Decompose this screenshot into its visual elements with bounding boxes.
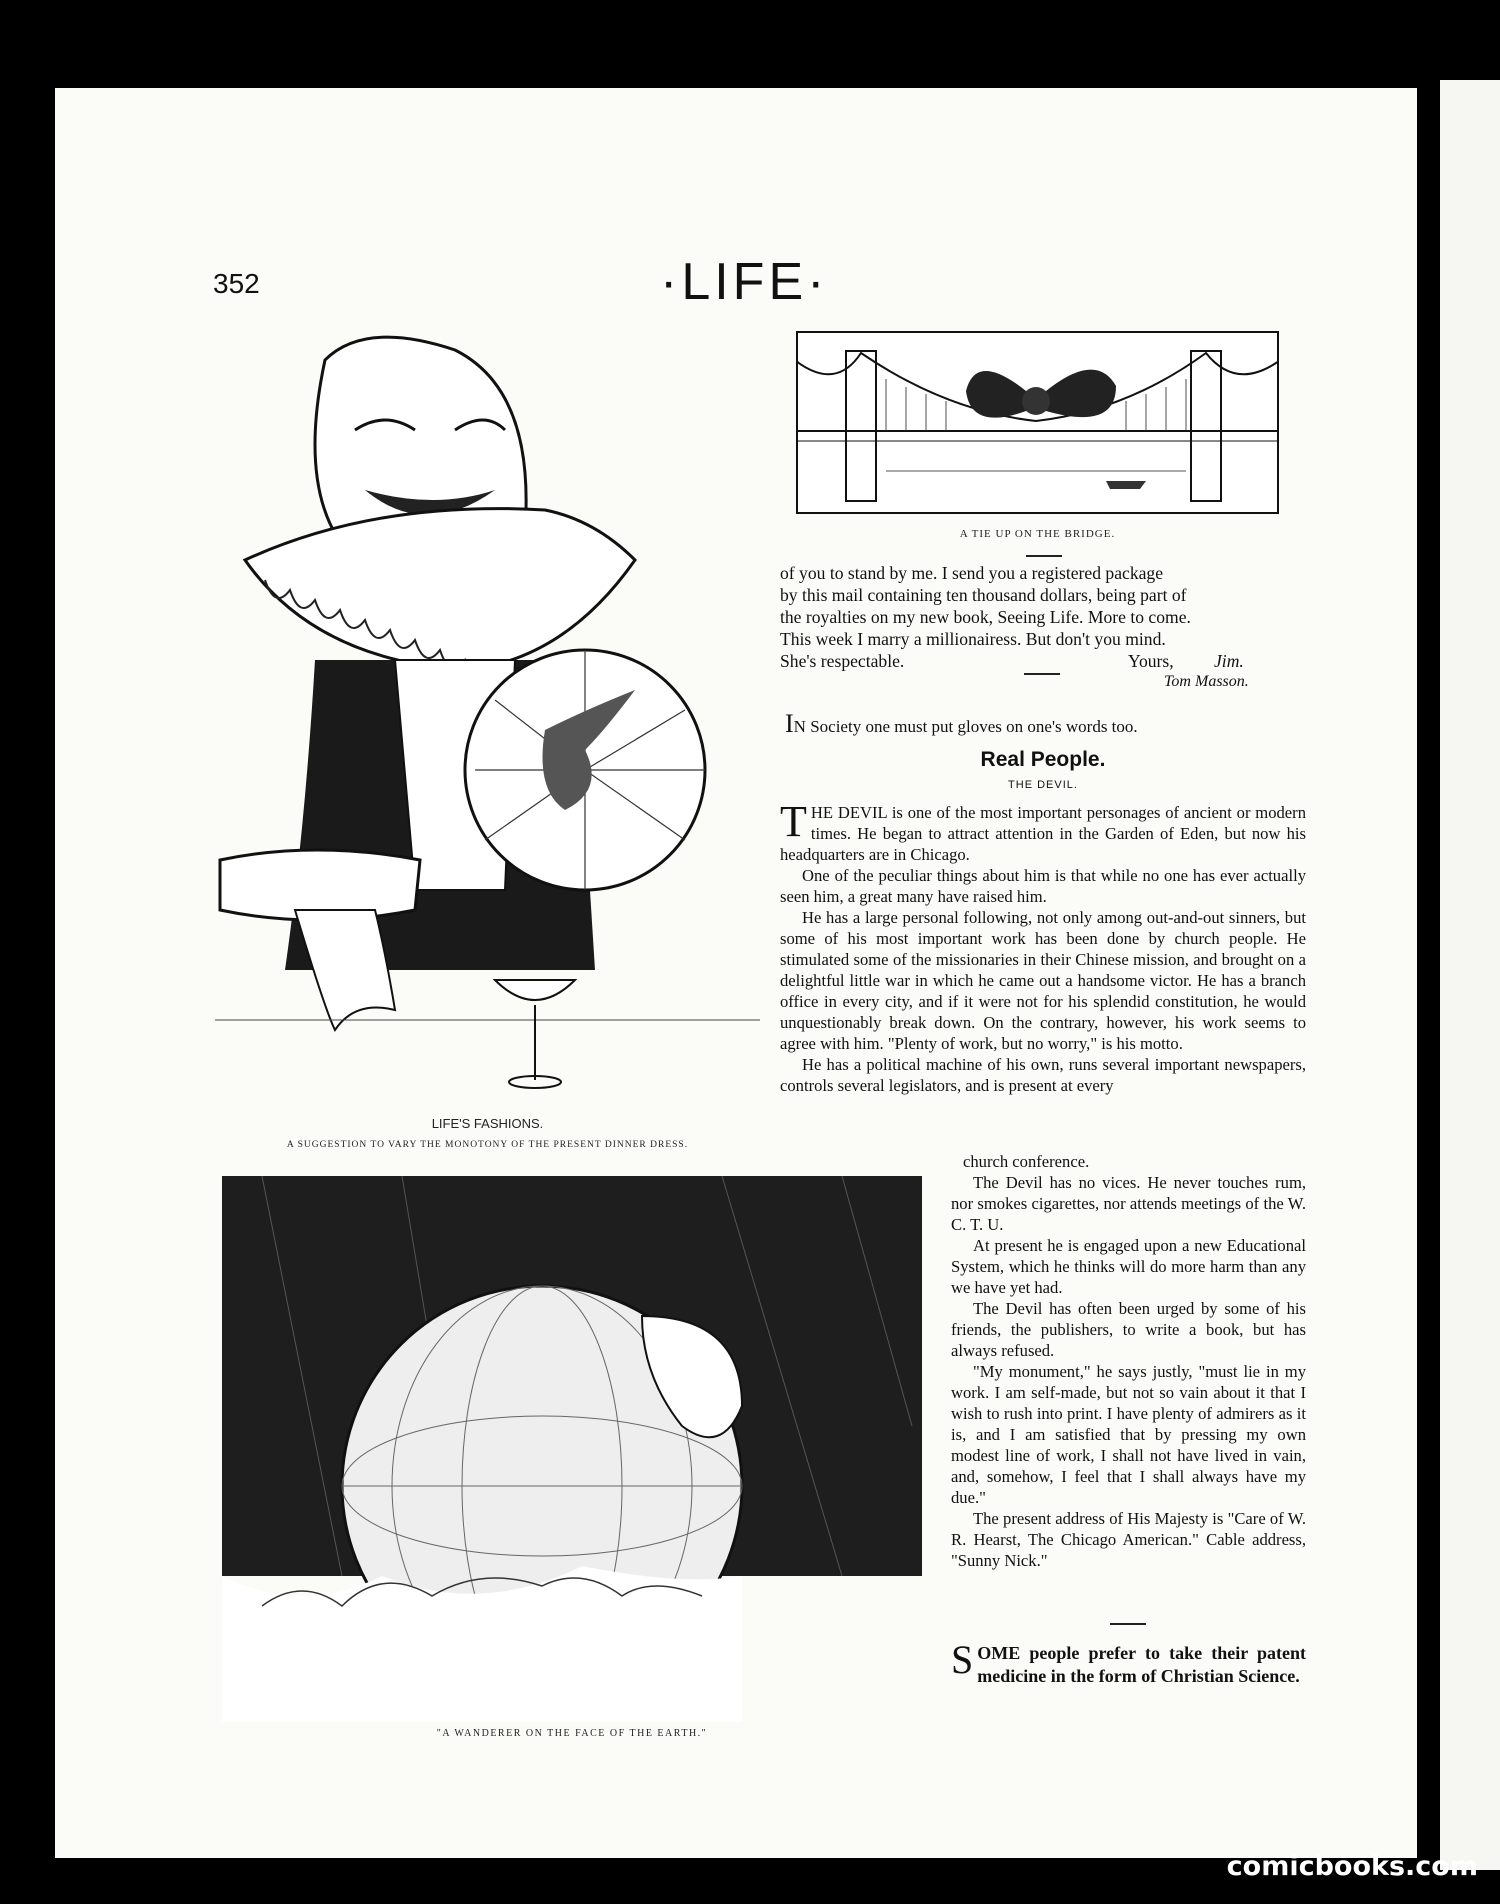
globe-illustration xyxy=(222,1176,922,1722)
society-note xyxy=(785,709,1305,739)
fashion-illustration xyxy=(215,330,760,1100)
article-paragraph: The Devil has often been urged by some of his friends, the publishers, to write a book, but has always refused. xyxy=(951,1299,1306,1360)
article-paragraph: He has a large personal following, not only among out-and-out sinners, but some of his most important work has been done by church people. He stimulated some of the missionaries in their Chinese mission, and brought on a delightful little war in which he came out a handsome victor. He has a branch office in every city, and if it were not for his splendid constitution, he would unquestionably break down. On the contrary, however, his work seems to agree with him. "Plenty of work, but no worry," is his motto. xyxy=(780,908,1306,1053)
article-paragraph: The Devil has no vices. He never touches rum, nor smokes cigarettes, nor attends meetings of the W. C. T. U. xyxy=(951,1173,1306,1234)
globe-caption: "A WANDERER ON THE FACE OF THE EARTH." xyxy=(436,1728,708,1739)
closing-note xyxy=(951,1637,1306,1688)
letter-line: of you to stand by me. I send you a registered package xyxy=(780,563,1164,583)
society-note-text: N Society one must put gloves on one's words too. xyxy=(793,717,1138,736)
article-paragraph: The present address of His Majesty is "Care of W. R. Hearst, The Chicago American." Cable address, "Sunny Nick." xyxy=(951,1509,1306,1570)
letter-excerpt xyxy=(780,562,1306,672)
fashion-caption-subtitle: A SUGGESTION TO VARY THE MONOTONY OF THE PRESENT DINNER DRESS. xyxy=(286,1140,689,1150)
bridge-illustration xyxy=(796,331,1279,514)
masthead-title: ·LIFE· xyxy=(660,253,829,311)
letter-line: by this mail containing ten thousand dollars, being part of xyxy=(780,585,1187,605)
article-body-wide xyxy=(780,797,1306,1096)
article-paragraph: One of the peculiar things about him is that while no one has ever actually seen him, a great many have raised him. xyxy=(780,866,1306,906)
letter-line: the royalties on my new book, Seeing Life. More to come. xyxy=(780,607,1191,627)
article-body-narrow xyxy=(951,1151,1306,1571)
dropcap: T xyxy=(780,797,807,846)
letter-author: Tom Masson. xyxy=(1164,673,1249,690)
bridge-caption: A TIE UP ON THE BRIDGE. xyxy=(959,528,1116,540)
closing-note-text: OME people prefer to take their patent medicine in the form of Christian Science. xyxy=(977,1643,1306,1686)
divider xyxy=(1026,555,1062,557)
article-paragraph: He has a political machine of his own, runs several important newspapers, controls several legislators, and is present at every xyxy=(780,1055,1306,1095)
article-subtitle: THE DEVIL. xyxy=(1008,779,1078,791)
facing-page-edge xyxy=(1440,80,1500,1870)
letter-line: She's respectable. xyxy=(780,651,905,671)
article-title: Real People. xyxy=(980,748,1106,771)
dropcap: S xyxy=(951,1637,974,1682)
letter-closing: Yours, xyxy=(1128,651,1174,671)
page-number: 352 xyxy=(213,268,260,299)
dropcap: I xyxy=(785,709,794,738)
divider xyxy=(1024,673,1060,675)
article-continuation: church conference. xyxy=(963,1152,1090,1171)
letter-line: This week I marry a millionairess. But don't you mind. xyxy=(780,629,1166,649)
watermark: comicbooks.com xyxy=(1226,1851,1478,1882)
article-first-paragraph: THE DEVIL is one of the most important personages of ancient or modern times. He began to attract attention in the Garden of Eden, but now his headquarters are in Chicago. xyxy=(780,797,1306,864)
letter-signature: Jim. xyxy=(1214,651,1244,671)
article-paragraph: "My monument," he says justly, "must lie in my work. I am self-made, but not so vain about it that I wish to rush into print. I have plenty of admirers as it is, and I am satisfied that by pressing my own modest line of work, I shall not have lived in vain, and, somehow, I feel that I shall always have my due." xyxy=(951,1362,1306,1507)
article-paragraph: At present he is engaged upon a new Educational System, which he thinks will do more harm than any we have yet had. xyxy=(951,1236,1306,1297)
fashion-caption-title: LIFE'S FASHIONS. xyxy=(431,1116,544,1131)
divider xyxy=(1110,1623,1146,1625)
